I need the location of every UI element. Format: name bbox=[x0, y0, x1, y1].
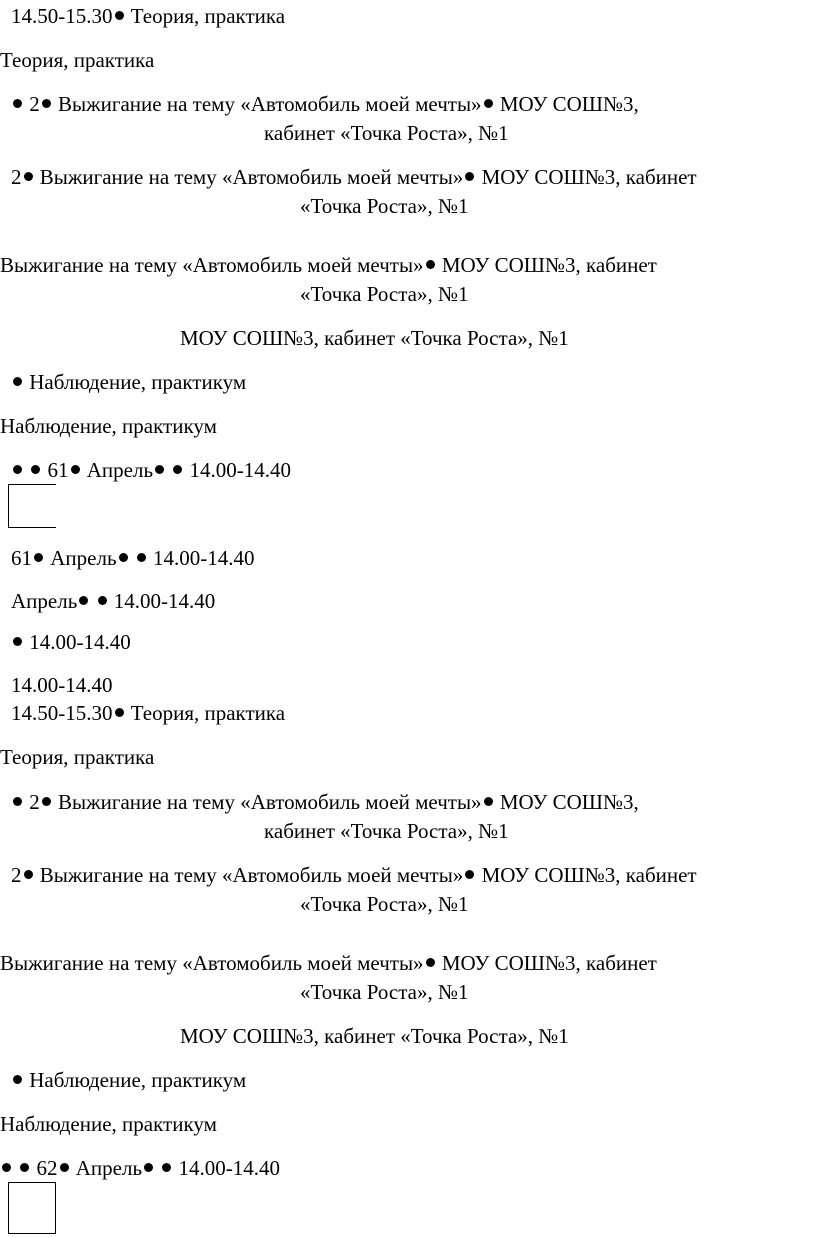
bullet-icon bbox=[31, 465, 40, 474]
time-line-3: 14.50-15.30 Теория, практика bbox=[11, 701, 286, 725]
bullet-icon bbox=[162, 1163, 171, 1172]
bullet-icon bbox=[13, 797, 22, 806]
bullet-icon bbox=[137, 553, 146, 562]
tochka-line-1c: «Точка Роста», №1 bbox=[300, 282, 469, 306]
bullet-icon bbox=[465, 172, 474, 181]
bullet-icon bbox=[484, 99, 493, 108]
bullet-icon bbox=[115, 708, 124, 717]
cabinet-line-2a: кабинет «Точка Роста», №1 bbox=[264, 819, 509, 843]
observe-line-2b: Наблюдение, практикум bbox=[0, 1112, 217, 1136]
observe-line-1b: Наблюдение, практикум bbox=[0, 414, 217, 438]
tochka-line-2b: «Точка Роста», №1 bbox=[300, 892, 469, 916]
row-61-line: 61 Апрель 14.00-14.40 bbox=[11, 458, 291, 482]
observe-line-2a: Наблюдение, практикум bbox=[11, 1068, 246, 1092]
theory-line-1: Теория, практика bbox=[0, 48, 155, 72]
bullet-icon bbox=[119, 553, 128, 562]
bullet-icon bbox=[484, 797, 493, 806]
bullet-icon bbox=[60, 1163, 69, 1172]
april-line: Апрель 14.00-14.40 bbox=[11, 589, 216, 613]
observe-line-1a: Наблюдение, практикум bbox=[11, 370, 246, 394]
bullet-icon bbox=[13, 465, 22, 474]
bullet-icon bbox=[465, 870, 474, 879]
burn-line-1a: 2 Выжигание на тему «Автомобиль моей мечты» МОУ СОШ№3, bbox=[11, 92, 639, 116]
empty-cell-box bbox=[8, 1182, 56, 1234]
time-line-2: 14.00-14.40 bbox=[11, 673, 113, 697]
bullet-icon bbox=[13, 377, 22, 386]
bullet-icon bbox=[155, 465, 164, 474]
bullet-icon bbox=[24, 172, 33, 181]
time-line-1: 14.50-15.30 Теория, практика bbox=[11, 4, 286, 28]
bullet-icon bbox=[24, 870, 33, 879]
bullet-icon bbox=[98, 596, 107, 605]
burn-line-2b: 2 Выжигание на тему «Автомобиль моей мечты» МОУ СОШ№3, кабинет bbox=[11, 863, 697, 887]
burn-line-2c: Выжигание на тему «Автомобиль моей мечты» МОУ СОШ№3, кабинет bbox=[0, 951, 657, 975]
bullet-icon bbox=[144, 1163, 153, 1172]
bullet-icon bbox=[13, 1075, 22, 1084]
bullet-icon bbox=[42, 797, 51, 806]
empty-cell-box bbox=[8, 484, 56, 528]
bullet-icon bbox=[13, 99, 22, 108]
bullet-icon bbox=[79, 596, 88, 605]
burn-line-1b: 2 Выжигание на тему «Автомобиль моей мечты» МОУ СОШ№3, кабинет bbox=[11, 165, 697, 189]
bullet-icon bbox=[426, 260, 435, 269]
tochka-line-2c: «Точка Роста», №1 bbox=[300, 980, 469, 1004]
tochka-line-1b: «Точка Роста», №1 bbox=[300, 194, 469, 218]
theory-line-2: Теория, практика bbox=[0, 745, 155, 769]
bullet-icon bbox=[71, 465, 80, 474]
bullet-icon bbox=[13, 637, 22, 646]
burn-line-1c: Выжигание на тему «Автомобиль моей мечты» МОУ СОШ№3, кабинет bbox=[0, 253, 657, 277]
burn-line-2a: 2 Выжигание на тему «Автомобиль моей мечты» МОУ СОШ№3, bbox=[11, 790, 639, 814]
school-line-2: МОУ СОШ№3, кабинет «Точка Роста», №1 bbox=[180, 1024, 569, 1048]
row-61-sub-line: 61 Апрель 14.00-14.40 bbox=[11, 546, 255, 570]
row-62-line: 62 Апрель 14.00-14.40 bbox=[0, 1156, 280, 1180]
bullet-icon bbox=[2, 1163, 11, 1172]
time-bullet-line: 14.00-14.40 bbox=[11, 630, 131, 654]
bullet-icon bbox=[34, 553, 43, 562]
bullet-icon bbox=[20, 1163, 29, 1172]
bullet-icon bbox=[426, 958, 435, 967]
bullet-icon bbox=[173, 465, 182, 474]
bullet-icon bbox=[115, 11, 124, 20]
bullet-icon bbox=[42, 99, 51, 108]
cabinet-line-1a: кабинет «Точка Роста», №1 bbox=[264, 121, 509, 145]
school-line-1: МОУ СОШ№3, кабинет «Точка Роста», №1 bbox=[180, 326, 569, 350]
